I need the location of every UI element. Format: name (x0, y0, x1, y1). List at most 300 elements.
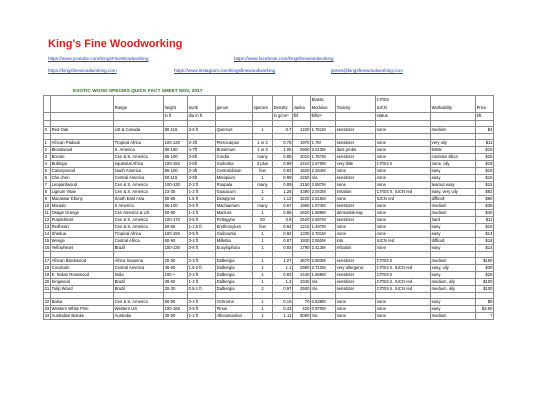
table-cell: 1-2 ft (188, 313, 216, 320)
table-cell: $25 (476, 272, 494, 279)
table-cell: 1 (253, 196, 273, 203)
table-cell: 2520 (293, 217, 311, 224)
table-cell: none (336, 313, 376, 320)
table-cell: 1 (44, 140, 51, 147)
table-cell: 3-6 ft (188, 245, 216, 252)
table-cell: 2-4 ft (188, 272, 216, 279)
table-row (44, 272, 494, 279)
table-cell: easy (431, 272, 476, 279)
table-cell: 1.5 ft (188, 196, 216, 203)
table-cell: 1.689M (311, 210, 336, 217)
table-cell: 65-100 (164, 203, 188, 210)
table-cell: 0.43 (273, 306, 293, 313)
table-cell: easy (431, 175, 476, 182)
table-cell: 3220 (293, 196, 311, 203)
table-cell: 50-65 (164, 196, 188, 203)
table-cell: 4-7ft (188, 147, 216, 154)
header-cell (253, 112, 273, 120)
header-cell: height (164, 104, 188, 112)
table-cell: equitorial Africa (114, 161, 164, 168)
table-cell: IUCN red (376, 238, 431, 245)
table-cell: ? (476, 313, 494, 320)
table-cell: Central America (114, 265, 164, 272)
table-cell: $15 (476, 175, 494, 182)
table-cell: 0.87 (273, 203, 293, 210)
table-cell: none (376, 147, 431, 154)
table-row (44, 238, 494, 245)
table-cell: Osage Orange (51, 210, 114, 217)
table-cell: 60-90 (164, 238, 188, 245)
table-row (44, 299, 494, 306)
table-cell: 7 (44, 182, 51, 189)
table-cell: Canarywood (51, 168, 114, 175)
header-cell (336, 112, 376, 120)
header-cell: lbf/in² (311, 112, 336, 120)
table-cell: 2410 (293, 161, 311, 168)
table-cell: none (376, 299, 431, 306)
table-cell: 0.82 (273, 231, 293, 238)
table-cell: Maclura (216, 210, 253, 217)
table-cell: none (376, 217, 431, 224)
table-cell: 80-150 (164, 147, 188, 154)
table-cell: none (376, 182, 431, 189)
table-cell: 45-60 (164, 265, 188, 272)
table-cell: 2.043M (311, 189, 336, 196)
table-row (44, 154, 494, 161)
table-row (44, 224, 494, 231)
table-cell: $30 (476, 265, 494, 272)
table-cell: $14 (476, 245, 494, 252)
table-cell: 2440 (293, 272, 311, 279)
table-cell: none (376, 175, 431, 182)
table-cell: Cen & S. America (114, 154, 164, 161)
table-cell: none (336, 196, 376, 203)
header-cell: lbf (293, 112, 311, 120)
table-row (44, 189, 494, 196)
table-cell: none (336, 299, 376, 306)
table-cell: medium (431, 258, 476, 265)
table-cell: Morado (51, 203, 114, 210)
table-cell: many (253, 203, 273, 210)
table-row (44, 168, 494, 175)
table-cell: $80 (476, 196, 494, 203)
table-cell: South East Asia (114, 196, 164, 203)
header-cell (51, 96, 114, 104)
table-cell: sensitizer (336, 140, 376, 147)
table-cell: easy (431, 168, 476, 175)
table-cell: $18 (476, 161, 494, 168)
table-cell: 65-100 (164, 168, 188, 175)
table-cell: 0.99 (273, 175, 293, 182)
table-cell: 1.05 (273, 147, 293, 154)
table-cell: 1 (253, 272, 273, 279)
table-row (44, 265, 494, 272)
table-cell: none (376, 203, 431, 210)
table-cell: 3 (44, 154, 51, 161)
table-cell: $11 (476, 217, 494, 224)
table-cell: 6 (44, 175, 51, 182)
table-cell: 2.413M (311, 245, 336, 252)
table-cell: 1.1 (273, 265, 293, 272)
table-cell: Leopardwood (51, 182, 114, 189)
table-cell: 2-3 ft (188, 182, 216, 189)
header-cell (431, 96, 476, 104)
table-cell: 3-5 ft (188, 203, 216, 210)
wood-species-table (43, 95, 494, 320)
header-cell: CITES (376, 96, 431, 104)
table-cell: 2-3ft (188, 168, 216, 175)
table-cell: n/a (311, 286, 336, 293)
table-cell: Cen America & US (114, 210, 164, 217)
table-cell: 1 (253, 313, 273, 320)
table-cell: easy (431, 306, 476, 313)
table-cell: 3-6 ft (188, 127, 216, 134)
table-cell: Guaiacum (216, 189, 253, 196)
header-cell (164, 96, 188, 104)
table-cell: 1930 (293, 238, 311, 245)
table-cell: 1330 (293, 231, 311, 238)
table-cell: 5 (44, 168, 51, 175)
table-row (44, 217, 494, 224)
table-cell: none (376, 224, 431, 231)
table-cell: $15 (476, 224, 494, 231)
table-cell: 1520 (293, 168, 311, 175)
table-cell: Australia (114, 313, 164, 320)
table-row (44, 140, 494, 147)
table-cell: 0.89 (273, 182, 293, 189)
table-cell: 3-5 ft (188, 217, 216, 224)
table-cell: 1.26 (273, 189, 293, 196)
table-cell: $4 (476, 127, 494, 134)
table-cell: 1 (253, 189, 273, 196)
table-cell: 5060 (293, 313, 311, 320)
table-cell: none (376, 231, 431, 238)
table-cell: irritation (336, 189, 376, 196)
table-cell: none (336, 231, 376, 238)
table-row (44, 203, 494, 210)
table-cell: 20-30 (164, 286, 188, 293)
table-cell: 0.538M (311, 299, 336, 306)
header-cell (51, 112, 114, 120)
table-cell: 20 (253, 217, 273, 224)
table-cell: 1.668M (311, 272, 336, 279)
table-cell: Wenge (51, 238, 114, 245)
table-cell: $100 (476, 286, 494, 293)
table-cell: medium (431, 127, 476, 134)
header-cell (188, 96, 216, 104)
table-cell: Yellowheart (51, 245, 114, 252)
table-cell: 1 (253, 306, 273, 313)
table-cell: 3670 (293, 258, 311, 265)
table-cell: 1960 (293, 203, 311, 210)
table-cell: n/a (311, 313, 336, 320)
table-cell: 0.64 (273, 224, 293, 231)
table-cell: CITES II (376, 258, 431, 265)
page-title: King's Fine Woodworking (48, 38, 183, 50)
table-cell: 2 (253, 286, 273, 293)
header-row (44, 104, 494, 112)
table-cell: 20-30 (164, 258, 188, 265)
website-link[interactable]: https://kingsfinewoodworking.com (48, 68, 117, 73)
table-cell: 420 (293, 306, 311, 313)
header-cell: Price (476, 104, 494, 112)
table-cell: 23 (44, 306, 50, 312)
table-row (44, 147, 494, 154)
table-cell: $11 (476, 140, 494, 147)
table-cell: 23-30 (164, 189, 188, 196)
table-row (44, 313, 494, 320)
table-cell: 1.11 (273, 313, 293, 320)
header-row (44, 96, 494, 104)
table-cell: 2.937M (311, 217, 336, 224)
table-cell: 3-5ft (188, 154, 216, 161)
table-cell: 3-6ft (188, 161, 216, 168)
table-cell: Pterocarpus (216, 140, 253, 147)
table-cell: south America (114, 168, 164, 175)
table-cell: 9 (44, 196, 51, 203)
table-cell: sensitizer (336, 175, 376, 182)
table-cell: 50-65 (164, 224, 188, 231)
table-cell: 20 (44, 279, 50, 285)
table-cell: lots (336, 238, 376, 245)
table-row (44, 286, 494, 293)
table-cell: 100-130 (164, 245, 188, 252)
table-cell: 2.164M (311, 168, 336, 175)
table-cell: 17 (44, 258, 50, 264)
header-cell: Range (114, 104, 164, 112)
table-cell: easy (431, 224, 476, 231)
table-cell: 0.97 (273, 286, 293, 293)
table-cell: Bubinga (51, 161, 114, 168)
header-cell (293, 96, 311, 104)
table-cell: 2.887M (311, 182, 336, 189)
table-cell: sensitizer (336, 154, 376, 161)
table-cell: 65-100 (164, 154, 188, 161)
table-cell: 0.75 (273, 140, 293, 147)
table-cell: 0.15 (273, 299, 293, 306)
table-cell: none (376, 168, 431, 175)
email-link[interactable]: james@kingsfinewoodworking.com (331, 68, 403, 73)
table-cell: 2.701M (311, 231, 336, 238)
table-cell: 2.550M (311, 238, 336, 245)
table-cell: 1 (253, 238, 273, 245)
table-cell: CITES II, IUCN red (376, 286, 431, 293)
table-cell: 2.712M (311, 265, 336, 272)
table-cell: 1 (253, 245, 273, 252)
table-cell: 50-115 (164, 175, 188, 182)
table-cell: Balsa (51, 299, 114, 306)
header-cell: status (376, 112, 431, 120)
table-cell: 80-115 (164, 127, 188, 134)
header-cell (476, 96, 494, 104)
table-cell: Macassar Ebony (51, 196, 114, 203)
table-cell: $3.50 (476, 306, 494, 313)
table-cell: Red Oak (51, 127, 114, 134)
table-cell: Lignum Vitae (51, 189, 114, 196)
table-cell: African Blackwood (51, 258, 114, 265)
table-cell: Guibourtia (216, 231, 253, 238)
table-cell: 0.86 (273, 210, 293, 217)
table-cell: Roupala (216, 182, 253, 189)
table-cell: Euxylophora (216, 245, 253, 252)
table-cell: easy (431, 299, 476, 306)
table-cell: $150 (476, 258, 494, 265)
table-cell: 1970 (293, 140, 311, 147)
table-cell: 1790 (293, 245, 311, 252)
table-cell: sensitizer (336, 203, 376, 210)
header-cell: Modulus (311, 104, 336, 112)
table-cell: CITES II, IUCN red (376, 265, 431, 272)
header-cell: trunk (188, 104, 216, 112)
table-cell: 100-165 (164, 306, 188, 313)
table-cell: 24 (44, 313, 50, 319)
table-cell: 15 (44, 238, 50, 244)
table-cell: African Padauk (51, 140, 114, 147)
header-cell (273, 96, 293, 104)
table-cell: 1 (253, 175, 273, 182)
table-cell: 3-5ft (188, 175, 216, 182)
table-cell: Guibortia (216, 161, 253, 168)
table-cell: $100 (476, 279, 494, 286)
table-cell: Diospyros (216, 196, 253, 203)
table-cell: Western White Pine (51, 306, 114, 313)
table-cell: sensitizer (336, 127, 376, 134)
table-cell: sensitizer (336, 217, 376, 224)
table-cell: 1 or 2 (253, 147, 273, 154)
table-cell: 0.83 (273, 168, 293, 175)
table-cell: Dalbergia (216, 258, 253, 265)
table-cell: Brazil (114, 286, 164, 293)
table-cell: 21 (44, 286, 50, 292)
table-cell: none (376, 306, 431, 313)
table-cell: 0.89 (273, 161, 293, 168)
table-cell: Quercus (216, 127, 253, 134)
table-cell: easy, oily (431, 265, 476, 272)
table-cell: 2150 (293, 182, 311, 189)
table-cell: Bocote (51, 154, 114, 161)
table-cell: 2 (44, 147, 51, 154)
table-cell: 14 (44, 231, 50, 237)
header-cell (44, 96, 51, 104)
table-cell: 2620 (293, 210, 311, 217)
table-cell: Bloodwood (51, 147, 114, 154)
table-cell: 0.970M (311, 306, 336, 313)
table-cell: 2.603M (311, 258, 336, 265)
table-cell: 1.574M (311, 203, 336, 210)
table-cell: Peltogyne (216, 217, 253, 224)
table-cell: 3-5 ft (188, 231, 216, 238)
table-cell: Dalbergia (216, 286, 253, 293)
header-cell: in ft (164, 112, 188, 120)
table-cell: 2900 (293, 147, 311, 154)
header-cell: bft (476, 112, 494, 120)
table-cell: $40 (476, 210, 494, 217)
facebook-link[interactable]: https://www.facebook.com/kingsfinewoodworking (234, 56, 334, 61)
table-cell: easy (431, 245, 476, 252)
table-cell: contains silica (431, 154, 476, 161)
table-cell: none (336, 224, 376, 231)
table-cell: 1-2 ft (188, 189, 216, 196)
table-cell: $25 (476, 154, 494, 161)
header-cell (431, 112, 476, 120)
table-cell: 19 (44, 272, 50, 278)
instagram-link[interactable]: https://www.instagram.com/kingsfinewoodworking (174, 68, 276, 73)
table-cell: 30-60 (164, 279, 188, 286)
table-cell: very little (336, 161, 376, 168)
header-cell (44, 104, 51, 112)
table-cell: 0 (44, 127, 51, 134)
table-cell: 13 (44, 224, 50, 230)
table-cell: E. Indian Rosewood (51, 272, 114, 279)
table-cell: 1 (253, 265, 273, 272)
table-cell: sensitizer (336, 286, 376, 293)
header-cell (114, 112, 164, 120)
table-cell: 2500 (293, 286, 311, 293)
table-cell: $38 (476, 203, 494, 210)
table-cell: medium, oily (431, 279, 476, 286)
table-cell: 1-1.5 ft (188, 224, 216, 231)
header-cell: in g/cm³ (273, 112, 293, 120)
table-cell: 11 (44, 210, 49, 216)
table-cell: n/a (311, 279, 336, 286)
table-cell: 3-4 ft (188, 238, 216, 245)
table-cell: 1210 (293, 224, 311, 231)
table-cell: 1 or 2 (253, 140, 273, 147)
table-cell: 1.27 (273, 258, 293, 265)
table-cell: 1-2 ft (188, 279, 216, 286)
table-cell: 0.7 (273, 127, 293, 134)
table-cell: US & Canada (114, 127, 164, 134)
table-cell: easy (431, 231, 476, 238)
youtube-link[interactable]: https://www.youtube.com/KingsFineWoodworking (48, 56, 149, 61)
table-cell: Brazil (114, 279, 164, 286)
table-cell: few (253, 168, 273, 175)
header-cell (114, 96, 164, 104)
table-cell: easy, very oily (431, 189, 476, 196)
table-cell: Tulip Wood (51, 286, 114, 293)
table-cell: 30-50 (164, 313, 188, 320)
table-cell: 2-4ft (188, 140, 216, 147)
table-cell: 1-2 ft (188, 210, 216, 217)
table-cell: Erythroxylum (216, 224, 253, 231)
table-cell: 1 (253, 210, 273, 217)
table-cell: Africa Savanna (114, 258, 164, 265)
table-row (44, 231, 494, 238)
table-cell: S. America (114, 147, 164, 154)
table-cell: 70 (293, 299, 311, 306)
table-cell: 2250 (293, 175, 311, 182)
table-cell: 100-130 (164, 140, 188, 147)
table-cell: 100-150 (164, 161, 188, 168)
table-cell: 0.87 (273, 238, 293, 245)
table-cell: Dalbergia (216, 272, 253, 279)
header-cell: Toxicity (336, 104, 376, 112)
table-cell: sensitizer (336, 272, 376, 279)
table-cell: medium (431, 313, 476, 320)
header-cell (336, 96, 376, 104)
table-cell: 1 (253, 127, 273, 134)
table-cell: 100-150 (164, 231, 188, 238)
header-cell: species (253, 104, 273, 112)
header-cell: dia in ft. (188, 112, 216, 120)
table-cell: IUCN red (376, 196, 431, 203)
table-cell: Brazil (114, 245, 164, 252)
table-row (44, 279, 494, 286)
header-cell (216, 112, 253, 120)
table-cell: 60-90 (164, 299, 188, 306)
table-cell: India (114, 272, 164, 279)
table-cell: 10 (44, 203, 50, 209)
